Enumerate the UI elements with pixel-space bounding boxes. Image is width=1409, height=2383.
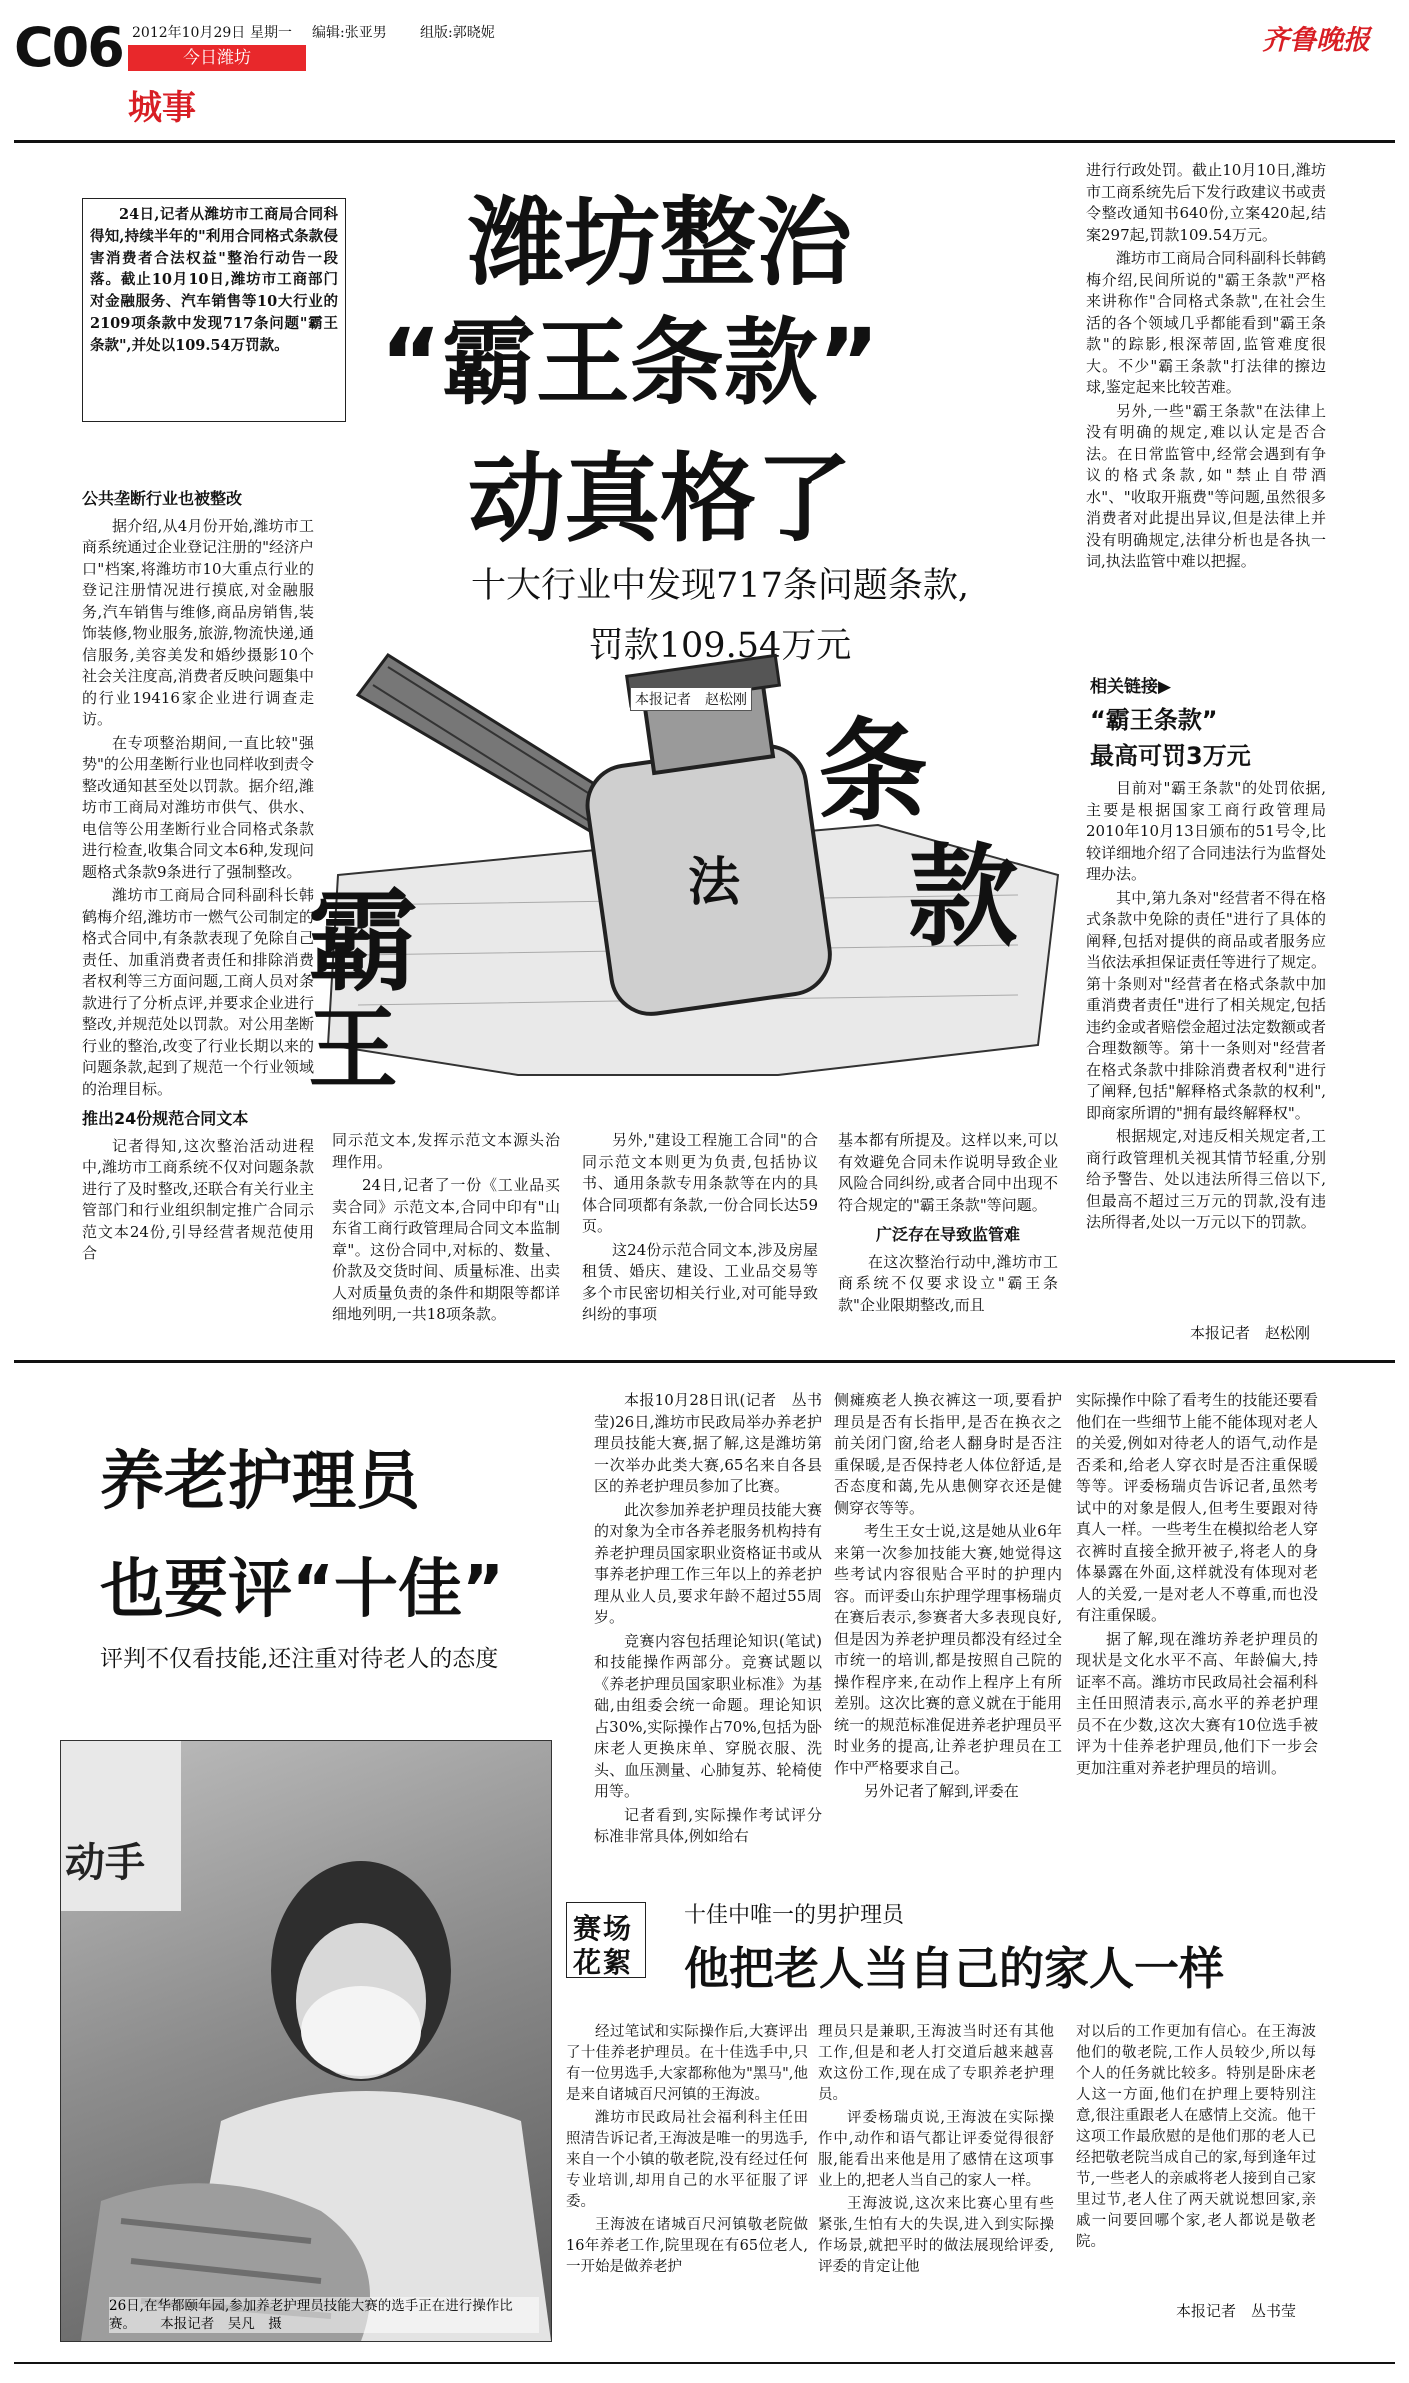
article1-byline: 本报记者 赵松刚 xyxy=(630,687,752,711)
article1-col-3 xyxy=(582,1130,818,1340)
section-tag: 今日潍坊 xyxy=(128,45,306,71)
photo-credit: 本报记者 吴凡 摄 xyxy=(160,2316,282,2332)
article2-col-3 xyxy=(1076,1390,1318,1930)
paragraph: 潍坊市工商局合同科副科长韩鹤梅介绍,潍坊市一燃气公司制定的格式合同中,有条款表现了免除自己责任、加重消费者责任和排除消费者权利等三方面问题,工商人员对条款进行了分析点评,并要求企业进行整改,并规范处以罚款。对公用垄断行业的整治,改变了行业长期以来的问题条款,起到了规范一个行业领域的治理目标。 xyxy=(82,886,314,1098)
illus-fa: 法 xyxy=(688,853,741,913)
paragraph: 考生王女士说,这是她从业6年来第一次参加技能大赛,她觉得这些考试内容很贴合平时的护理内容。而评委山东护理学理事杨瑞贞在赛后表示,参赛者大多表现良好,但是因为养老护理员都没有经过全市统一的培训,都是按照自己院的操作程序来,在动作上程序上有所差别。这次比赛的意义就在于能用统一的规范标准促进养老护理员平时业务的提高,让养老护理员在工作中严格要求自己。 xyxy=(834,1522,1062,1777)
paragraph: 在专项整治期间,一直比较"强势"的公用垄断行业也同样收到责令整改通知甚至处以罚款。据介绍,潍坊市工商局对潍坊市供气、供水、电信等公用垄断行业合同格式条款进行检查,收集合同文本6种,发现问题格式条款9条进行了强制整改。 xyxy=(82,733,314,881)
paragraph: 理员只是兼职,王海波当时还有其他工作,但是和老人打交道后越来越喜欢这份工作,现在成了专职养老护理员。 xyxy=(818,2024,1054,2103)
article1-col-2 xyxy=(332,1130,560,1340)
paragraph: 24日,记者了一份《工业品买卖合同》示范文本,合同中印有"山东省工商行政管理局合同文本监制章"。这份合同中,对标的、数量、价款及交货时间、质量标准、出卖人对质量负责的条件和期限等都详细地列明,一共18项条款。 xyxy=(332,1176,560,1323)
section-name: 城事 xyxy=(128,88,196,128)
photo-caption xyxy=(109,2297,539,2333)
photo-sign-text: 动手 xyxy=(65,1840,145,1886)
related-link-label xyxy=(1090,672,1171,697)
article3-col-3 xyxy=(1076,2022,1316,2292)
article3-tag-line2: 花絮 xyxy=(573,1946,634,1979)
editor-credit: 编辑:张亚男 xyxy=(312,25,387,41)
article3-byline: 本报记者 丛书莹 xyxy=(1176,2302,1297,2320)
illus-bawang-2: 王 xyxy=(308,997,398,1102)
heading-tuichu: 推出24份规范合同文本 xyxy=(82,1109,249,1128)
paragraph: 目前对"霸王条款"的处罚依据,主要是根据国家工商行政管理局2010年10月13日颁布的51号令,比较详细地介绍了合同违法行为监督处理办法。 xyxy=(1086,779,1327,883)
heading-gonggong: 公共垄断行业也被整改 xyxy=(82,489,243,508)
divider-article1 xyxy=(14,1360,1395,1363)
article1-col-right-2 xyxy=(1086,778,1326,1318)
paragraph: 潍坊市工商局合同科副科长韩鹤梅介绍,民间所说的"霸王条款"严格来讲称作"合同格式条款",在社会生活的各个领域几乎都能看到"霸王条款"的踪影,根深蒂固,监管难度很大。不少"霸王条款"打法律的擦边球,鉴定起来比较苦难。 xyxy=(1086,249,1327,396)
headline-line1: 潍坊整治 xyxy=(468,187,852,299)
triangle-right-icon: ▶ xyxy=(1158,677,1172,697)
footer-rule xyxy=(14,2362,1395,2364)
paragraph: 经过笔试和实际操作后,大赛评出了十佳养老护理员。在十佳选手中,只有一位男选手,大家都称他为"黑马",他是来自诸城百尺河镇的王海波。 xyxy=(566,2024,808,2103)
paragraph: 据介绍,从4月份开始,潍坊市工商系统通过企业登记注册的"经济户口"档案,将潍坊市10大重点行业的登记注册情况进行摸底,对金融服务,汽车销售与维修,商品房销售,装饰装修,物业服务,旅游,物流快递,通信服务,美容美发和婚纱摄影10个社会关注度高,消费者反映问题集中的行业19416家企业进行调查走访。 xyxy=(82,516,314,728)
paragraph: 本报10月28日讯(记者 丛书莹)26日,潍坊市民政局举办养老护理员技能大赛,据了解,这是潍坊第一次举办此类大赛,65名来自各县区的养老护理员参加了比赛。 xyxy=(594,1391,822,1495)
illus-tiaokuan-2: 款 xyxy=(908,833,1018,961)
paragraph: 据了解,现在潍坊养老护理员的现状是文化水平不高、年龄偏大,持证率不高。潍坊市民政局社会福利科主任田照清表示,高水平的养老护理员不在少数,这次大赛有10位选手被评为十佳养老护理员,他们下一步会更加注重对养老护理员的培训。 xyxy=(1076,1629,1318,1777)
paragraph: 同示范文本,发挥示范文本源头治理作用。 xyxy=(332,1131,560,1171)
subtitle-line1: 十大行业中发现717条问题条款, xyxy=(471,566,969,606)
lead-text: 24日,记者从潍坊市工商局合同科得知,持续半年的"利用合同格式条款侵害消费者合法权益"整治行动告一段落。截止10月10日,潍坊市工商部门对金融服务、汽车销售等10大行业的2109项条款中发现717条问题"霸王条款",并处以109.54万罚款。 xyxy=(90,206,338,354)
paragraph: 侧瘫痪老人换衣裤这一项,要看护理员是否有长指甲,是否在换衣之前关闭门窗,给老人翻身时是否注重保暖,是否保持老人体位舒适,是否态度和蔼,先从患侧穿衣还是健侧穿衣等等。 xyxy=(834,1391,1062,1517)
paragraph: 竞赛内容包括理论知识(笔试)和技能操作两部分。竞赛试题以《养老护理员国家职业标准》为基础,由组委会统一命题。理论知识占30%,实际操作占70%,包括为卧床老人更换床单、穿脱衣服、洗头、血压测量、心肺复苏、轮椅使用等。 xyxy=(594,1631,822,1800)
paragraph: 另外记者了解到,评委在 xyxy=(864,1782,1019,1800)
issue-date: 2012年10月29日 xyxy=(132,25,246,41)
paragraph: 评委杨瑞贞说,王海波在实际操作中,动作和语气都让评委觉得很舒服,能看出来他是用了感情在这项事业上的,把老人当自己的家人一样。 xyxy=(818,2110,1054,2189)
paragraph: 记者看到,实际操作考试评分标准非常具体,例如给右 xyxy=(594,1805,822,1845)
illus-bawang-1: 霸 xyxy=(308,878,418,1006)
article3-tag xyxy=(566,1902,646,1978)
paragraph: 这24份示范合同文本,涉及房屋租赁、婚庆、建设、工业品交易等多个市民密切相关行业,对可能导致纠纷的事项 xyxy=(582,1240,818,1323)
related-link-title-2: 最高可罚3万元 xyxy=(1090,742,1251,770)
paragraph: 根据规定,对违反相关规定者,工商行政管理机关视其情节轻重,分别给予警告、处以违法所得三倍以下,但最高不超过三万元的罚款,没有违法所得者,处以一万元以下的罚款。 xyxy=(1086,1127,1326,1231)
paragraph: 在这次整治行动中,潍坊市工商系统不仅要求设立"霸王条款"企业限期整改,而且 xyxy=(838,1252,1058,1314)
issue-weekday: 星期一 xyxy=(250,25,292,41)
paragraph: 对以后的工作更加有信心。在王海波他们的敬老院,工作人员较少,所以每个人的任务就比较多。特别是卧床老人这一方面,他们在护理上要特别注意,很注重跟老人在感情上交流。他干这项工作最欣慰的是他们那的老人已经把敬老院当成自己的家,每到逢年过节,一些老人的亲戚将老人接到自己家里过节,老人住了两天就说想回家,亲戚一问要回哪个家,老人都说是敬老院。 xyxy=(1076,2024,1316,2250)
header-rule xyxy=(14,140,1395,143)
article3-col-2 xyxy=(818,2022,1054,2312)
article2-title-2: 也要评“十佳” xyxy=(100,1553,505,1627)
paragraph: 记者得知,这次整治活动进程中,潍坊市工商系统不仅对问题条款进行了及时整改,还联合有关行业主管部门和行业组织制定推广合同示范文本24份,引导经营者规范使用合 xyxy=(82,1136,314,1262)
article2-subtitle: 评判不仅看技能,还注重对待老人的态度 xyxy=(100,1646,499,1672)
subtitle-line2: 罚款109.54万元 xyxy=(588,626,852,666)
photo-caption-text: 26日,在华都颐年园,参加养老护理员技能大赛的选手正在进行操作比赛。 xyxy=(109,2298,513,2332)
paper-logo: 齐鲁晚报 xyxy=(1262,25,1370,56)
article3-col-1 xyxy=(566,2022,808,2312)
paragraph: 另外,一些"霸王条款"在法律上没有明确的规定,难以认定是否合法。在日常监管中,经常会遇到有争议的格式条款,如"禁止自带酒水"、"收取开瓶费"等问题,虽然很多消费者对此提出异议,但是法律上并没有明确规定,法律分析也是各执一词,执法监管中难以把握。 xyxy=(1086,401,1326,570)
paragraph: 其中,第九条对"经营者不得在格式条款中免除的责任"进行了具体的阐释,包括对提供的商品或者服务应当依法承担保证责任等进行了规定。第十条则对"经营者在格式条款中加重消费者责任"进行了相关规定,包括违约金或者赔偿金超过法定数额或者合理数额等。第十一条则对"经营者在格式条款中排除消费者权利"进行了阐释,包括"解释格式条款的权利",即商家所谓的"拥有最终解释权"。 xyxy=(1086,888,1327,1122)
paragraph: 潍坊市民政局社会福利科主任田照清告诉记者,王海波是唯一的男选手,来自一个小镇的敬老院,没有经过任何专业培训,却用自己的水平征服了评委。 xyxy=(566,2110,808,2210)
related-link-text: 相关链接 xyxy=(1090,677,1158,697)
designer-credit: 组版:郭晓妮 xyxy=(420,25,495,41)
article1-col-right xyxy=(1086,160,1326,670)
paragraph: 王海波在诸城百尺河镇敬老院做16年养老工作,院里现在有65位老人,一开始是做养老护 xyxy=(566,2217,808,2275)
paragraph: 进行行政处罚。截止10月10日,潍坊市工商系统先后下发行政建议书或责令整改通知书640份,立案420起,结案297起,罚款109.54万元。 xyxy=(1086,161,1327,244)
article3-tag-line1: 赛场 xyxy=(573,1912,634,1945)
paragraph: 另外,"建设工程施工合同"的合同示范文本则更为负责,包括协议书、通用条款专用条款等在内的具体合同项都有条款,一份合同长达59页。 xyxy=(582,1131,818,1235)
article1-byline-2: 本报记者 赵松刚 xyxy=(1190,1324,1311,1342)
cartoon-illustration xyxy=(308,575,1098,1102)
page-code: C06 xyxy=(14,16,123,79)
headline-line3: 动真格了 xyxy=(468,443,852,555)
headline-line2: “霸王条款” xyxy=(380,309,880,418)
illus-tiaokuan-1: 条 xyxy=(818,708,928,836)
paragraph: 此次参加养老护理员技能大赛的对象为全市各养老服务机构持有养老护理员国家职业资格证书或从事养老护理工作三年以上的养老护理从业人员,要求年龄不超过55周岁。 xyxy=(594,1500,822,1626)
related-link-title-1: “霸王条款” xyxy=(1090,706,1218,734)
article1-col-4 xyxy=(838,1130,1058,1340)
paragraph: 基本都有所提及。这样以来,可以有效避免合同未作说明导致企业风险合同纠纷,或者合同中出现不符合规定的"霸王条款"等问题。 xyxy=(838,1131,1058,1214)
caregiver-photo xyxy=(60,1740,552,2342)
article3-title: 他把老人当自己的家人一样 xyxy=(684,1942,1225,1995)
article2-col-2 xyxy=(834,1390,1062,1930)
article3-kicker: 十佳中唯一的男护理员 xyxy=(684,1903,905,1928)
heading-guangfan: 广泛存在导致监管难 xyxy=(875,1225,1020,1244)
paragraph: 实际操作中除了看考生的技能还要看他们在一些细节上能不能体现对老人的关爱,例如对待老人的语气,动作是否柔和,给老人穿衣时是否注重保暖等等。评委杨瑞贞告诉记者,虽然考试中的对象是假人,但考生要跟对待真人一样。一些考生在模拟给老人穿衣裤时直接全掀开被子,将老人的身体暴露在外面,这样就没有体现对老人的关爱,一是对老人不尊重,而也没有注重保暖。 xyxy=(1076,1391,1318,1624)
article1-col-left xyxy=(82,480,314,1342)
article2-col-1 xyxy=(594,1390,822,1930)
paragraph: 王海波说,这次来比赛心里有些紧张,生怕有大的失误,进入到实际操作场景,就把平时的做法展现给评委,评委的肯定让他 xyxy=(818,2196,1054,2275)
article2-title-1: 养老护理员 xyxy=(100,1445,420,1519)
